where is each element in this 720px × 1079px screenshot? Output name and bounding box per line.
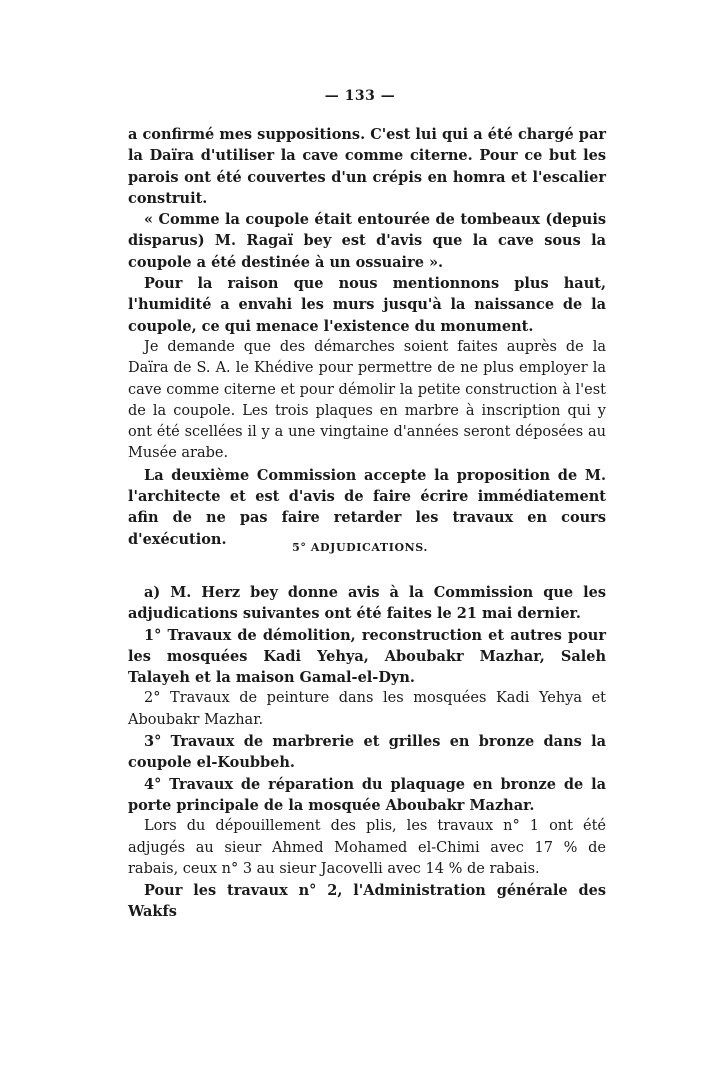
section-text-adjudications [128,582,606,923]
paragraph-adjudications-intro: a) M. Herz bey donne avis à la Commission que les adjudications suivantes ont été faites le 21 mai dernier. [128,584,606,623]
paragraph-commission-decision: La deuxième Commission accepte la proposition de M. l'architecte et est d'avis de faire écrire immédiatement afin de ne pas faire retarder les travaux en cours d'exécution. [128,466,606,548]
paragraph-bid-results: Lors du dépouillement des plis, les travaux n° 1 ont été adjugés au sieur Ahmed Mohamed el-Chimi avec 17 % de rabais, ceux n° 3 au sieur Jacovelli avec 14 % de rabais. [128,818,606,877]
section-text-top [128,124,606,550]
list-item-works-2: 2° Travaux de peinture dans les mosquées Kadi Yehya et Aboubakr Mazhar. [128,690,606,728]
paragraph-works-2-continuation: Pour les travaux n° 2, l'Administration générale des Wakfs [128,882,606,921]
paragraph-request: Je demande que des démarches soient faites auprès de la Daïra de S. A. le Khédive pour permettre de ne plus employer la cave comme citerne et pour démolir la petite construction à l'est de la coupole. Les trois plaques en marbre à inscription qui y ont été scellées il y a une vingtaine d'années seront déposées au Musée arabe. [128,338,606,462]
list-item-works-1: 1° Travaux de démolition, reconstruction et autres pour les mosquées Kadi Yehya, Aboubakr Mazhar, Saleh Talayeh et la maison Gamal-el-Dyn. [128,626,606,687]
list-item-works-3: 3° Travaux de marbrerie et grilles en bronze dans la coupole el-Koubbeh. [128,733,606,772]
paragraph-continuation: a confirmé mes suppositions. C'est lui qui a été chargé par la Daïra d'utiliser la cave comme citerne. Pour ce but les parois ont été couvertes d'un crépis en homra et l'escalier construit. [128,126,606,207]
paragraph-humidity: Pour la raison que nous mentionnons plus haut, l'humidité a envahi les murs jusqu'à la naissance de la coupole, ce qui menace l'existence du monument. [128,275,606,335]
section-heading-adjudications: 5° ADJUDICATIONS. [292,541,428,554]
paragraph-quote: « Comme la coupole était entourée de tombeaux (depuis disparus) M. Ragaï bey est d'avis que la cave sous la coupole a été destinée à un ossuaire ». [128,211,606,271]
page-number: — 133 — [324,88,396,104]
list-item-works-4: 4° Travaux de réparation du plaquage en bronze de la porte principale de la mosquée Aboubakr Mazhar. [128,775,606,814]
